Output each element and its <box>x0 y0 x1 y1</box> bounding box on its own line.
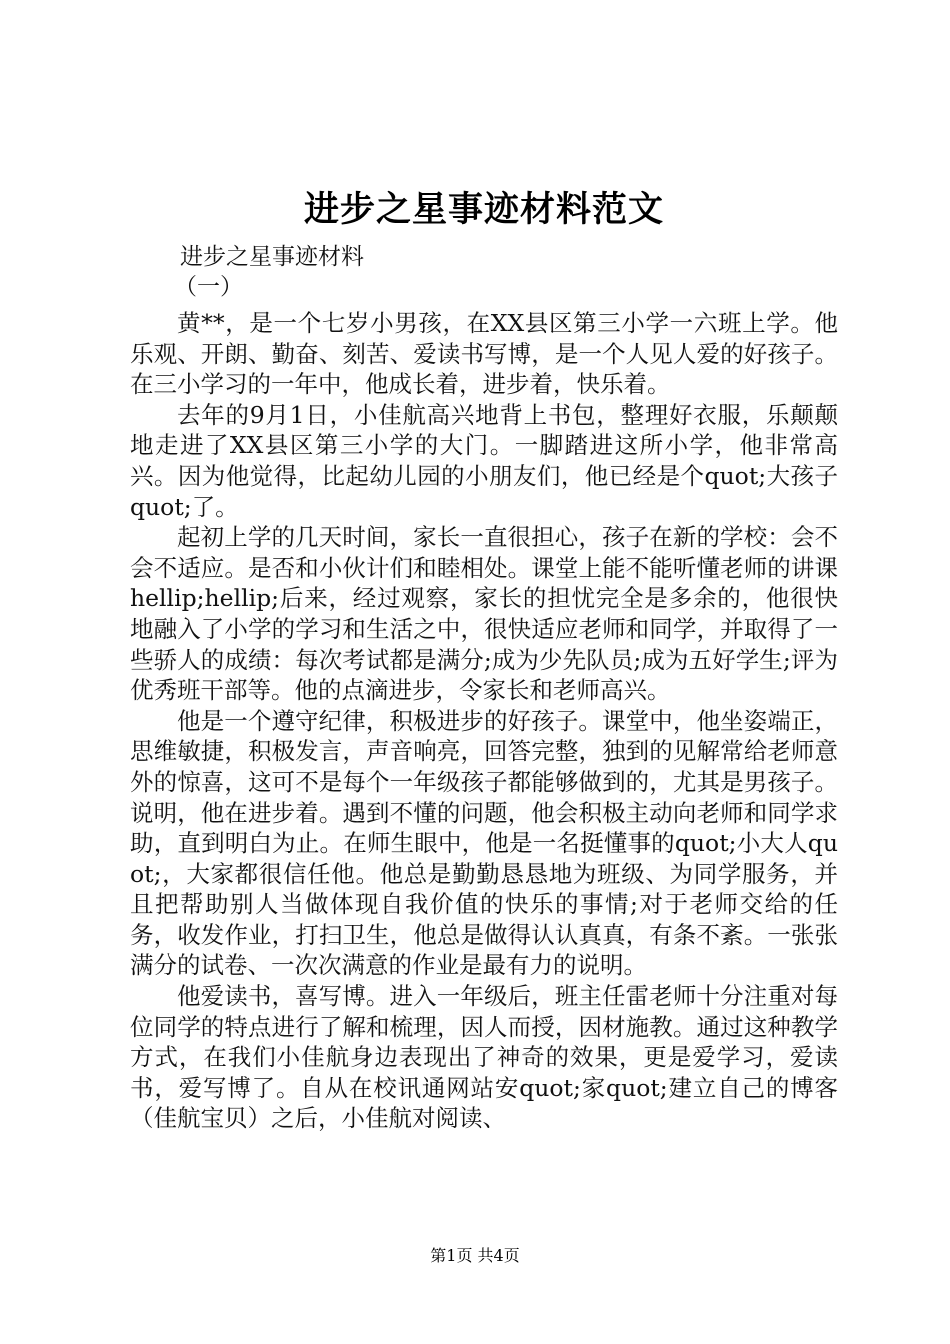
document-title: 进步之星事迹材料范文 <box>303 189 664 230</box>
paragraph: 起初上学的几天时间，家长一直很担心，孩子在新的学校：会不会不适应。是否和小伙计们和睦相处。课堂上能不能听懂老师的讲课hellip;hellip;后来，经过观察，家长的担忧完全是多余的，他很快地融入了小学的学习和生活之中，很快适应老师和同学，并取得了一些骄人的成绩：每次考试都是满分;成为少先队员;成为五好学生;评为优秀班干部等。他的点滴进步，令家长和老师高兴。 <box>130 523 838 705</box>
document-subtitle: 进步之星事迹材料 <box>180 244 364 270</box>
paragraph: 去年的9月1日，小佳航高兴地背上书包，整理好衣服，乐颠颠地走进了XX县区第三小学的大门。一脚踏进这所小学，他非常高兴。因为他觉得，比起幼儿园的小朋友们，他已经是个quot;大孩子quot;了。 <box>130 400 838 521</box>
page-footer: 第1页 共4页 <box>430 1246 520 1265</box>
section-number: （一） <box>174 274 243 300</box>
paragraph: 他爱读书，喜写博。进入一年级后，班主任雷老师十分注重对每位同学的特点进行了解和梳理，因人而授，因材施教。通过这种教学方式，在我们小佳航身边表现出了神奇的效果，更是爱学习，爱读书，爱写博了。自从在校讯通网站安quot;家quot;建立自己的博客（佳航宝贝）之后，小佳航对阅读、 <box>130 982 838 1133</box>
paragraph: 黄**，是一个七岁小男孩，在XX县区第三小学一六班上学。他乐观、开朗、勤奋、刻苦、爱读书写博，是一个人见人爱的好孩子。在三小学习的一年中，他成长着，进步着，快乐着。 <box>130 309 838 399</box>
paragraph: 他是一个遵守纪律，积极进步的好孩子。课堂中，他坐姿端正，思维敏捷，积极发言，声音响亮，回答完整，独到的见解常给老师意外的惊喜，这可不是每个一年级孩子都能够做到的，尤其是男孩子。说明，他在进步着。遇到不懂的问题，他会积极主动向老师和同学求助，直到明白为止。在师生眼中，他是一名挺懂事的quot;小大人quot;，大家都很信任他。他总是勤勤恳恳地为班级、为同学服务，并且把帮助别人当做体现自我价值的快乐的事情;对于老师交给的任务，收发作业，打扫卫生，他总是做得认认真真，有条不紊。一张张满分的试卷、一次次满意的作业是最有力的说明。 <box>130 706 838 980</box>
document-body <box>130 308 838 1134</box>
